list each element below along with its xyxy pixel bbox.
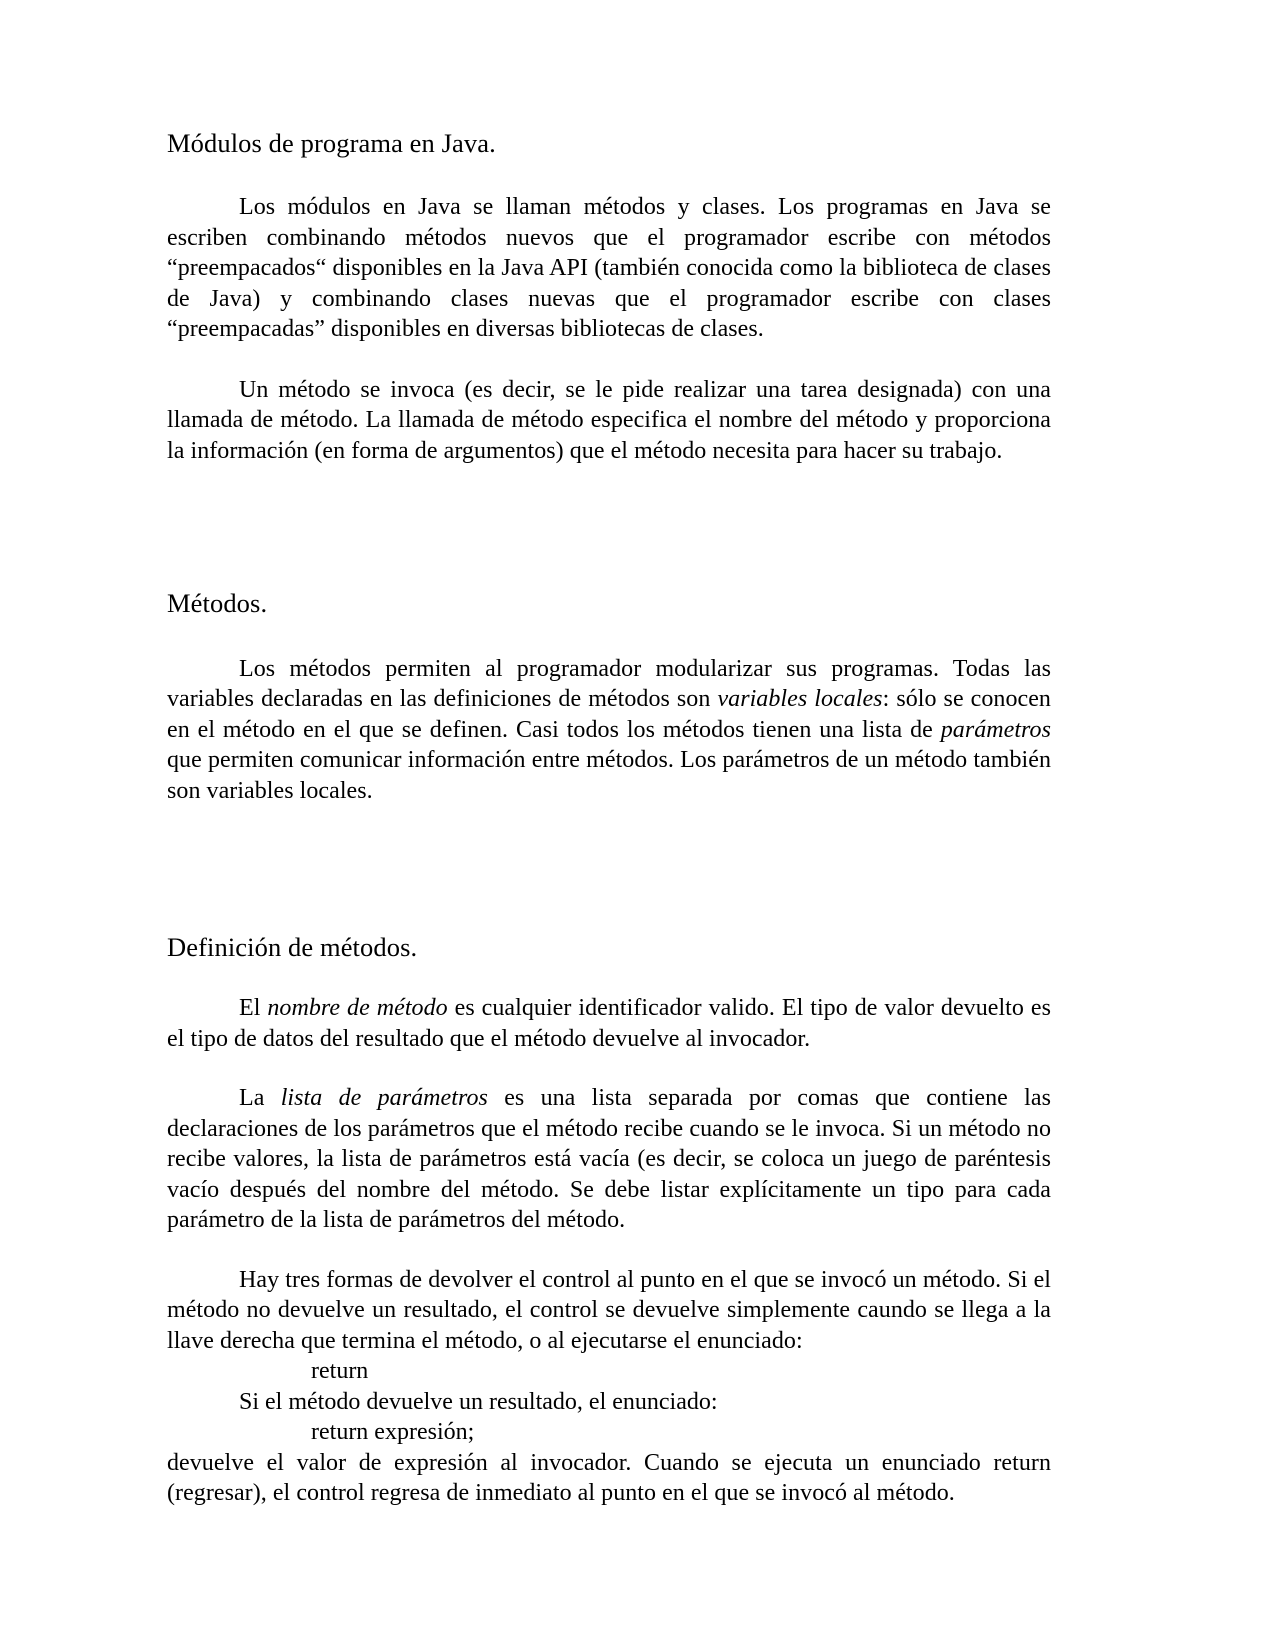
- code-line-return-expresion: return expresión;: [311, 1419, 475, 1446]
- paragraph-metodos-modularizar: Los métodos permiten al programador modularizar sus programas. Todas las variables declaradas en las definiciones de métodos son variables locales: sólo se conocen en el método en el que se definen. Casi todos los métodos tienen una lista de parámetros que permiten comunicar información entre métodos. Los parámetros de un método también son variables locales.: [167, 655, 1051, 804]
- spacer: [167, 345, 1051, 375]
- paragraph-definicion-retorno-cierre: devuelve el valor de expresión al invocador. Cuando se ejecuta un enunciado return (regresar), el control regresa de inmediato al punto en el que se invocó al método.: [167, 1449, 1051, 1507]
- paragraph-modulos-intro: Los módulos en Java se llaman métodos y clases. Los programas en Java se escriben combinando métodos nuevos que el programador escribe con métodos “preempacados“ disponibles en la Java API (también conocida como la biblioteca de clases de Java) y combinando clases nuevas que el programador escribe con clases “preempacadas” disponibles en diversas bibliotecas de clases.: [167, 194, 1051, 343]
- spacer: [167, 806, 1051, 932]
- section-heading-metodos: Métodos.: [167, 588, 268, 619]
- spacer: [167, 1054, 1051, 1083]
- paragraph-definicion-retorno-intro: Hay tres formas de devolver el control al punto en el que se invocó un método. Si el método no devuelve un resultado, el control se devuelve simplemente caundo se llega a la llave derecha que termina el método, o al ejecutarse el enunciado:: [167, 1266, 1051, 1354]
- code-line-return: return: [311, 1358, 369, 1385]
- spacer: [167, 620, 1051, 654]
- section-heading-modulos: Módulos de programa en Java.: [167, 128, 496, 158]
- paragraph-modulos-invocacion: Un método se invoca (es decir, se le pide realizar una tarea designada) con una llamada de método. La llamada de método especifica el nombre del método y proporciona la información (en forma de argumentos) que el método necesita para hacer su trabajo.: [167, 376, 1051, 464]
- paragraph-definicion-lista-parametros: La lista de parámetros es una lista separada por comas que contiene las declaraciones de los parámetros que el método recibe cuando se le invoca. Si un método no recibe valores, la lista de parámetros está vacía (es decir, se coloca un juego de paréntesis vacío después del nombre del método. Se debe listar explícitamente un tipo para cada parámetro de la lista de parámetros del método.: [167, 1085, 1051, 1234]
- spacer: [167, 159, 1051, 192]
- paragraph-definicion-nombre: El nombre de método es cualquier identificador valido. El tipo de valor devuelto es el tipo de datos del resultado que el método devuelve al invocador.: [167, 995, 1051, 1052]
- code-intro-line-resultado: Si el método devuelve un resultado, el enunciado:: [239, 1388, 718, 1415]
- spacer: [167, 1236, 1051, 1265]
- document-body: [167, 128, 1051, 1509]
- section-heading-definicion: Definición de métodos.: [167, 932, 418, 963]
- spacer: [167, 963, 1051, 993]
- spacer: [167, 466, 1051, 588]
